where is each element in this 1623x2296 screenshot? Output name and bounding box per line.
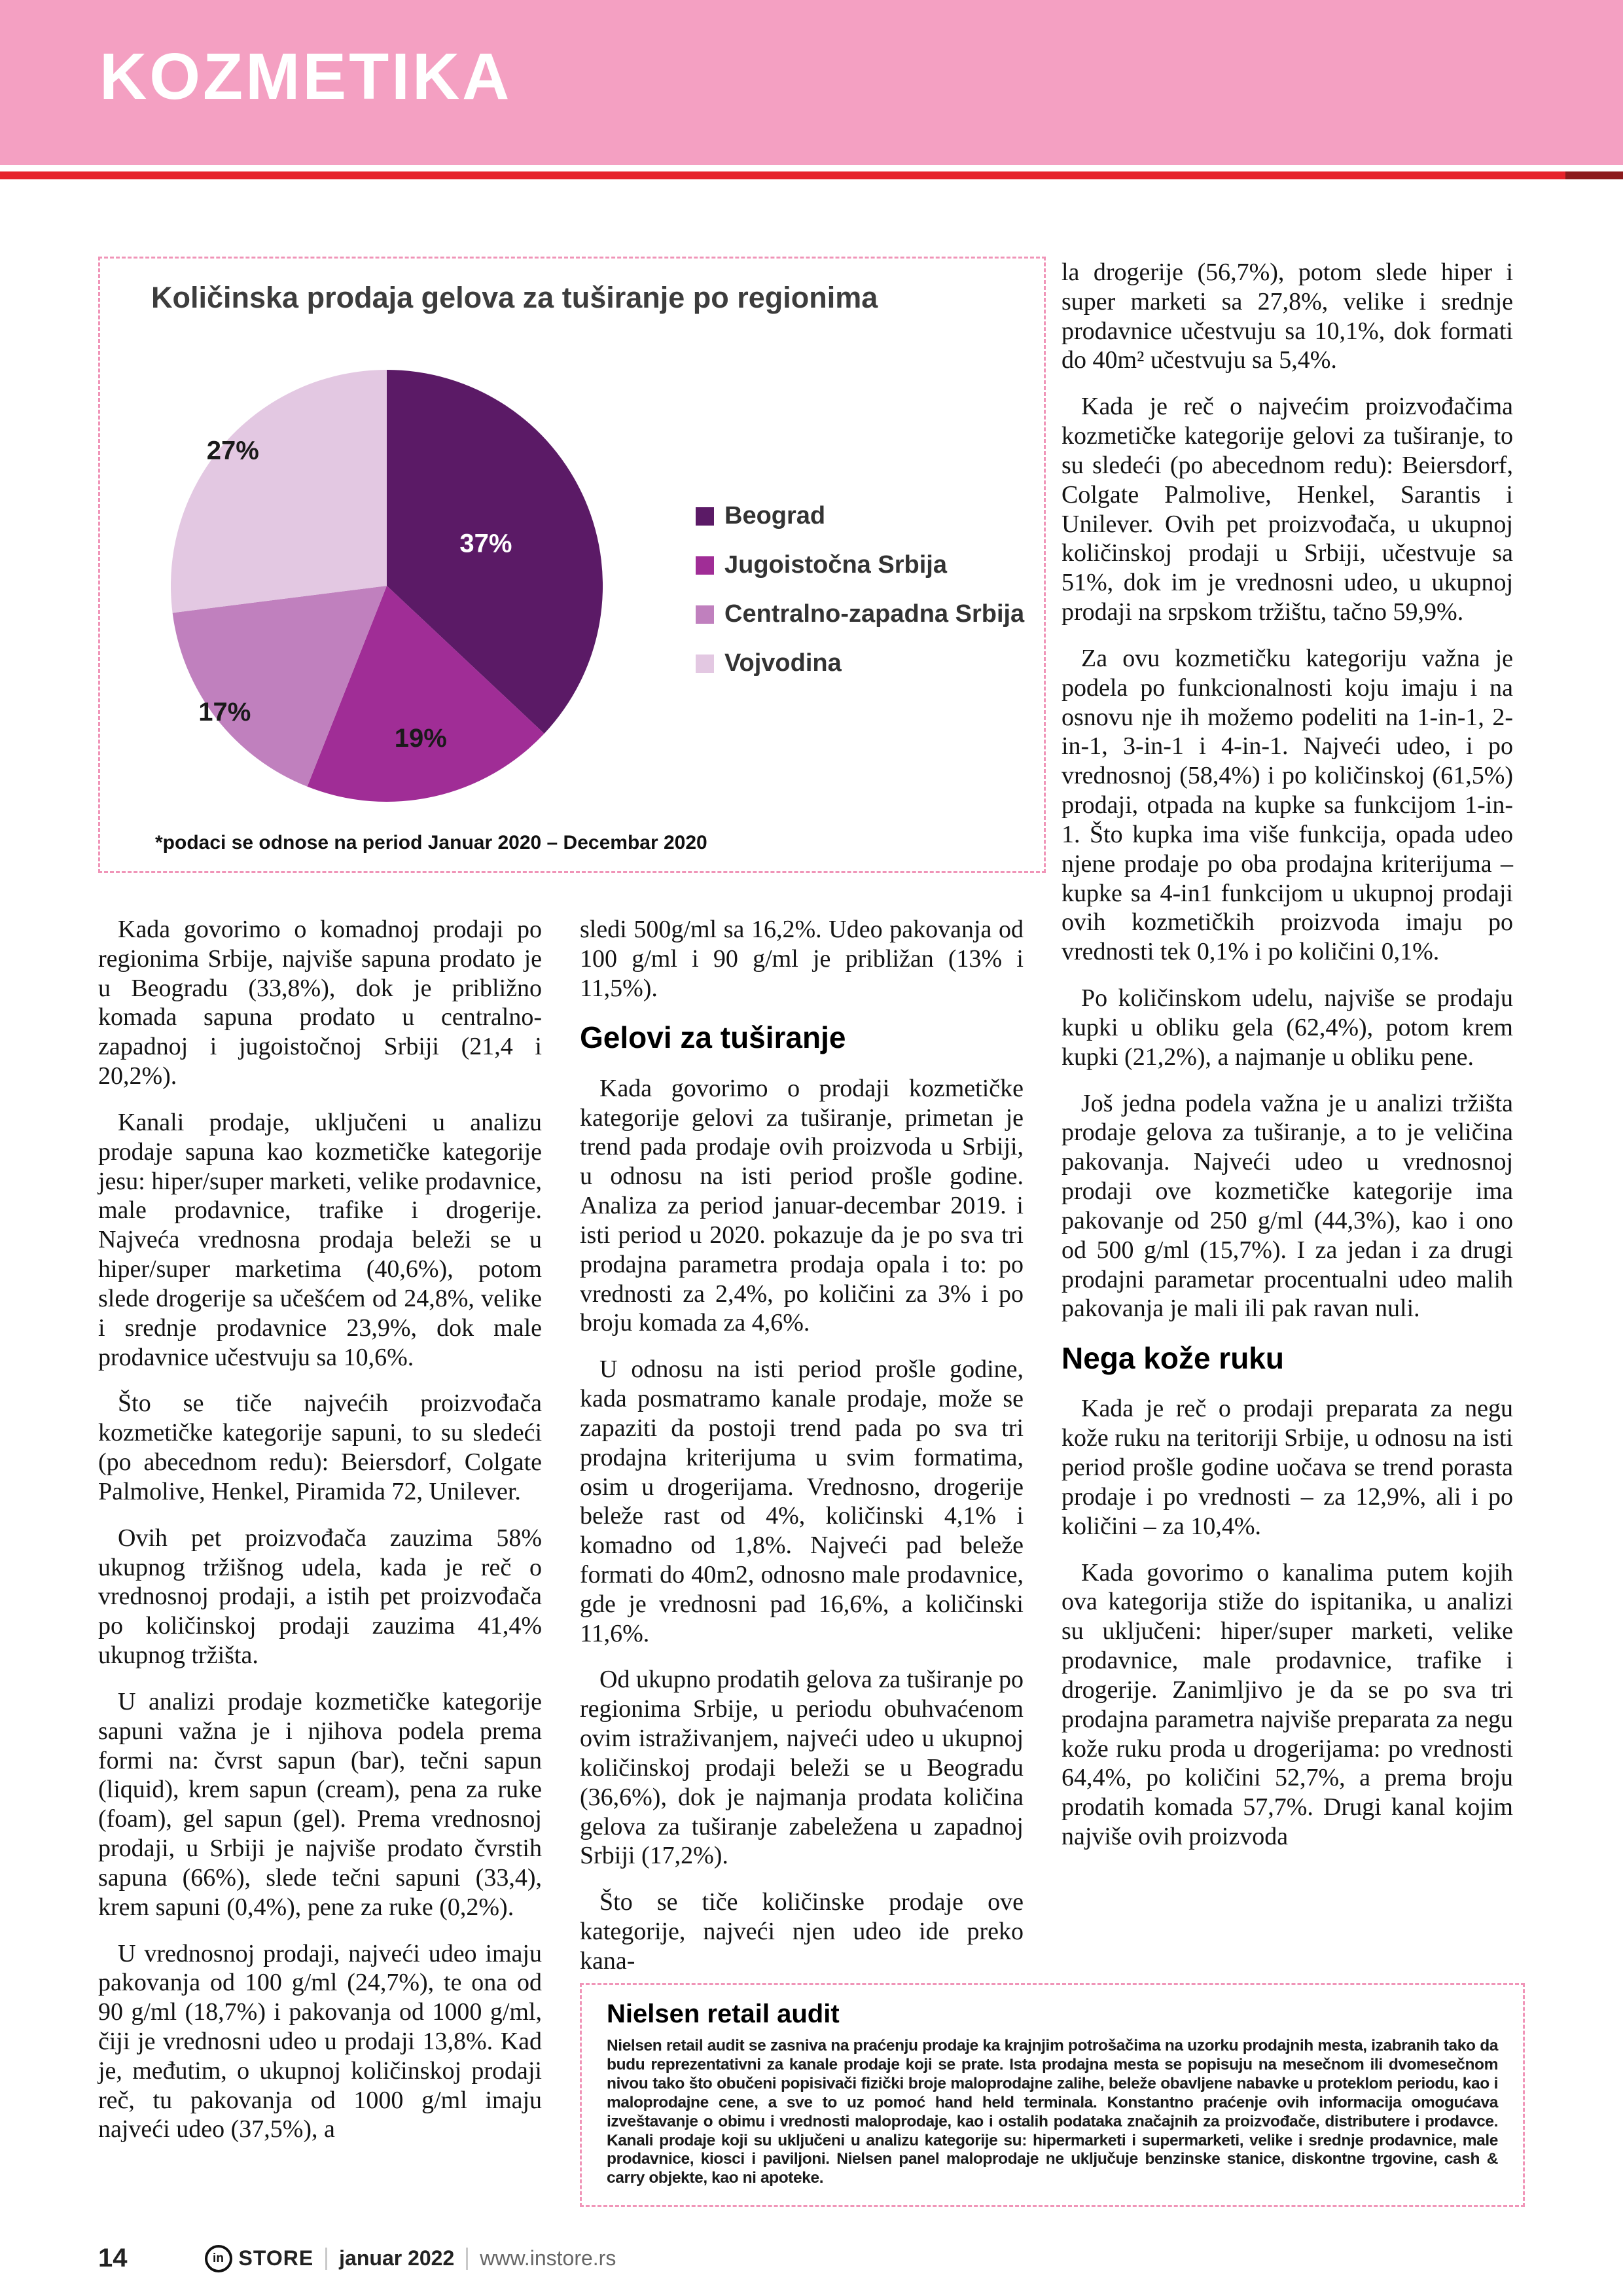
article-paragraph: U odnosu na isti period prošle godine, kada posmatramo kanale prodaje, može se zapaziti da postoji trend pada po sva tri prodajna kriterijuma u svim formatima, osim u drogerijama. Vrednosno, drogerije beleže rast od 4%, količinski 4,1% i komadno od 1,8%. Najveći pad beleže formati do 40m2, odnosno male prodavnice, gde je vrednosni pad 16,6%, a količinski 11,6%.	[580, 1355, 1024, 1647]
footer-issue: januar 2022	[339, 2246, 455, 2270]
chart-footnote: *podaci se odnose na period Januar 2020 – Decembar 2020	[155, 832, 707, 853]
footer-separator	[466, 2248, 468, 2270]
article-paragraph: Kada govorimo o kanalima putem kojih ova kategorija stiže do ispitanika, u analizi su uključeni: hiper/super marketi, velike prodavnice, male prodavnice, trafike i drogerije. Zanimljivo je da se po sva tri prodajna parametra najviše preparata za negu kože ruku proda u drogerijama: po vrednosti 64,4%, po količini 52,7%, a prema broju prodatih komada 57,7%. Drugi kanal kojim najviše ovih proizvoda	[1061, 1558, 1513, 1851]
section-heading-gelovi: Gelovi za tuširanje	[580, 1020, 846, 1055]
section-heading-nega-koze-ruku: Nega kože ruku	[1061, 1341, 1284, 1376]
legend-item	[696, 551, 1024, 579]
footer-website-link[interactable]: www.instore.rs	[480, 2246, 616, 2270]
legend-item	[696, 502, 1024, 530]
article-paragraph: Od ukupno prodatih gelova za tuširanje po regionima Srbije, u periodu obuhvaćenom ovim istraživanjem, najveći udeo u ukupnoj količinskoj prodaji beleži se u Beogradu (36,6%), dok je najmanja prodata količina gelova za tuširanje zabeležena u zapadnoj Srbiji (17,2%).	[580, 1666, 1024, 1870]
article-paragraph: Kanali prodaje, uključeni u analizu prodaje sapuna kao kozmetičke kategorije jesu: hiper/super marketi, velike prodavnice, male prodavnice, trafike i drogerije. Najveća vrednosna prodaja beleži se u hiper/super marketima (40,6%), potom slede drogerije sa učešćem od 24,8%, velike i srednje prodavnice 23,9%, dok male prodavnice učestvuju sa 10,6%.	[98, 1108, 542, 1371]
legend-swatch-icon	[696, 556, 714, 575]
pie-percentage-label: 17%	[198, 698, 251, 727]
article-paragraph: Što se tiče količinske prodaje ove kategorije, najveći njen udeo ide preko kana-	[580, 1888, 1024, 1975]
pie-slice-3	[171, 370, 387, 613]
article-paragraph: U analizi prodaje kozmetičke kategorije sapuni važna je i njihova podela prema formi na: čvrst sapun (bar), tečni sapun (liquid), krem sapun (cream), pena za ruke (foam), gel sapun (gel). Prema vrednosnoj prodaji, u Srbiji je najviše prodato čvrstih sapuna (66%), slede tečni sapuni (33,4), krem sapuni (0,4%), pene za ruke (0,2%).	[98, 1687, 542, 1921]
nielsen-title: Nielsen retail audit	[607, 2000, 840, 2028]
article-column-left	[98, 915, 542, 2161]
section-header-band	[0, 0, 1623, 165]
nielsen-body: Nielsen retail audit se zasniva na praćenju prodaje ka krajnjim potrošačima na uzorku prodajnih mesta, izabranih tako da budu reprezentativni za kanale prodaje koji se prate. Ista prodajna mesta se popisuju na mesečnom ili dvomesečnom nivou tako što obučeni popisivači fizički broje maloprodajne zalihe, beleže obavljene nabavke u proteklom periodu, kao i maloprodajne cene, a sve to uz pomoć hand held terminala. Konstantno praćenje ovih informacija omogućava izveštavanje o obimu i vrednosti maloprodaje, kao i ostalih podataka značajnih za proizvođače, distributere i prodavce. Kanali prodaje koji su uključeni u analizu kategorije su: hipermarketi i supermarketi, velike i srednje prodavnice, male prodavnice, kiosci i paviljoni. Nielsen panel maloprodaje ne uključuje benzinske stanice, diskontne trgovine, cash & carry objekte, kao ni apoteke.	[607, 2037, 1498, 2187]
legend-swatch-icon	[696, 605, 714, 624]
article-paragraph: Kada govorimo o prodaji kozmetičke kategorije gelovi za tuširanje, primetan je trend pada prodaje ovih proizvoda u Srbiji, u odnosu na isti period prošle godine. Analiza za period januar-decembar 2019. i isti period u 2020. pokazuje da je po sva tri prodajna parametra prodaja opala i to: po vrednosti za 2,4%, po količini za 3% i po broju komada za 4,6%.	[580, 1074, 1024, 1337]
legend-item	[696, 649, 1024, 677]
legend-swatch-icon	[696, 655, 714, 673]
article-paragraph: la drogerije (56,7%), potom slede hiper i super marketi sa 27,8%, velike i srednje prodavnice učestvuju sa 10,1%, dok formati do 40m² učestvuju sa 5,4%.	[1061, 259, 1513, 374]
header-rule	[0, 171, 1623, 179]
legend-label: Beograd	[724, 502, 826, 529]
header-rule-accent	[1565, 171, 1623, 179]
article-column-right	[1061, 258, 1513, 1869]
article-paragraph: Ovih pet proizvođača zauzima 58% ukupnog tržišnog udela, kada je reč o vrednosnoj prodaji, a istih pet proizvođača po količinskoj prodaji zauzima 41,4% ukupnog tržišta.	[98, 1524, 542, 1670]
nielsen-info-box	[580, 1983, 1525, 2207]
article-paragraph: Za ovu kozmetičku kategoriju važna je podela po funkcionalnosti koju imaju i na osnovu nje ih možemo podeliti na 1-in-1, 2-in-1, 3-in-1 i 4-in-1. Najveći udeo, i po vrednosnoj (58,4%) i po količinskoj (61,5%) prodaji, otpada na kupke sa funkcijom 1-in-1. Što kupka ima više funkcija, opada udeo njene prodaje po oba prodajna kriterijuma – kupke sa 4-in1 funkcijom u ukupnoj prodaji ovih kozmetičkih proizvoda imaju po vrednosti tek 0,1% i po količini 0,1%.	[1061, 644, 1513, 966]
article-paragraph: U vrednosnoj prodaji, najveći udeo imaju pakovanja od 100 g/ml (24,7%), te ona od 90 g/ml (18,7%) i pakovanja od 1000 g/ml, čiji je vrednosni udeo u prodaji 13,8%. Kad je, međutim, o ukupnoj količinskoj prodaji reč, tu pakovanja od 1000 g/ml imaju najveći udeo (37,5%), a	[98, 1939, 542, 2144]
article-paragraph: sledi 500g/ml sa 16,2%. Udeo pakovanja od 100 g/ml i 90 g/ml je približan (13% i 11,5%).	[580, 916, 1024, 1002]
article-paragraph: Kada je reč o prodaji preparata za negu kože ruku na teritoriji Srbije, u odnosu na isti period prošle godine uočava se trend porasta prodaje i po vrednosti – za 12,9%, ali i po količini – za 10,4%.	[1061, 1395, 1513, 1540]
page-footer	[98, 2244, 616, 2273]
pie-chart	[158, 357, 616, 815]
article-paragraph: Kada je reč o najvećim proizvođačima kozmetičke kategorije gelovi za tuširanje, to su sledeći (po abecednom redu): Beiersdorf, Colgate Palmolive, Henkel, Sarantis i Unilever. Ovih pet proizvođača, u ukupnoj količinskoj prodaji u Srbiji, učestvuje sa 51%, dok im je vrednosni udeo, u ukupnoj prodaji na srpskom tržištu, tačno 59,9%.	[1061, 393, 1513, 626]
article-paragraph: Po količinskom udelu, najviše se prodaju kupki u obliku gela (62,4%), potom krem kupki (21,2%), a najmanje u obliku pene.	[1061, 984, 1513, 1071]
article-paragraph: Kada govorimo o komadnoj prodaji po regionima Srbije, najviše sapuna prodato je u Beogradu (33,8%), dok je približno komada sapuna prodato u centralno-zapadnoj i jugoistočnoj Srbiji (21,4 i 20,2%).	[98, 916, 542, 1090]
article-paragraph: Što se tiče najvećih proizvođača kozmetičke kategorije sapuni, to su sledeći (po abecednom redu): Beiersdorf, Colgate Palmolive, Henkel, Piramida 72, Unilever.	[98, 1390, 542, 1505]
page-number: 14	[98, 2244, 128, 2272]
legend-label: Jugoistočna Srbija	[724, 551, 947, 579]
article-column-middle	[580, 915, 1024, 1993]
legend-label: Centralno-zapadna Srbija	[724, 600, 1025, 628]
footer-brand: STORE	[238, 2246, 314, 2270]
pie-percentage-label: 37%	[459, 529, 512, 558]
article-paragraph: Još jedna podela važna je u analizi tržišta prodaje gelova za tuširanje, a to je veličina pakovanja. Najveći udeo u vrednosnoj prodaji ove kozmetičke kategorije ima pakovanje od 250 g/ml (44,3%), kao i ono od 500 g/ml (15,7%). I za jedan i za drugi prodajni parametar procentualni udeo malih pakovanja je mali ili pak ravan nuli.	[1061, 1089, 1513, 1323]
chart-panel	[98, 257, 1046, 873]
legend-item	[696, 600, 1024, 628]
footer-separator	[325, 2248, 327, 2270]
instore-logo-icon: in	[205, 2245, 232, 2272]
legend-swatch-icon	[696, 507, 714, 526]
chart-title: Količinska prodaja gelova za tuširanje po regionima	[151, 281, 878, 314]
pie-percentage-label: 27%	[206, 436, 259, 465]
legend-label: Vojvodina	[724, 649, 842, 677]
chart-legend	[696, 502, 1024, 698]
page-title: KOZMETIKA	[99, 40, 512, 113]
pie-percentage-label: 19%	[394, 723, 447, 753]
